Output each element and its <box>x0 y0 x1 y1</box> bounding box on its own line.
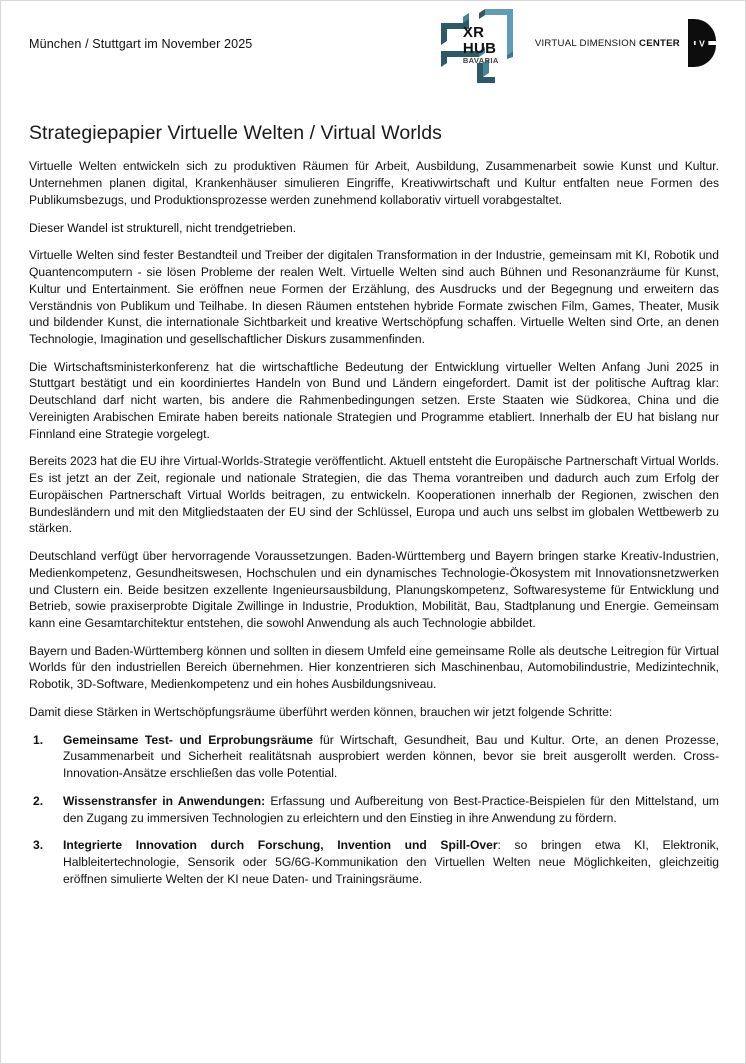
list-item <box>29 732 719 782</box>
body-paragraph-6: Deutschland verfügt über hervorragende Voraussetzungen. Baden-Württemberg und Bayern bringen starke Kreativ-Industrien, Medienkompetenz, Gesundheitswesen, Hochschulen und ein dynamisches Technologie-Ökosystem mit Innovationsnetzwerken und Clustern ein. Beide besitzen exzellente Ingenieursausbildung, Planungskompetenz, Softwaresysteme für Entwicklung und Betrieb, sowie praxiserprobte Digitale Zwillinge in Industrie, Produktion, Mobilität, Bau, Stadtplanung und Energie. Gemeinsam kann eine Gesamtarchitektur entstehen, die sowohl Anwendung als auch Technologie abbildet. <box>29 549 719 630</box>
xr-hub-line-bavaria: BAVARIA <box>462 56 499 65</box>
list-item <box>29 793 719 826</box>
document-header <box>29 1 719 97</box>
steps-list <box>29 732 719 888</box>
body-paragraph-5: Bereits 2023 hat die EU ihre Virtual-Worlds-Strategie veröffentlicht. Aktuell entsteht die Europäische Partnerschaft Virtual Worlds. Es ist jetzt an der Zeit, regionale und nationale Strategien, die das Thema vorantreiben und dadurch auch zum Erfolg der Europäischen Partnerschaft Virtual Worlds beitragen, zu entwickeln. Kooperationen innerhalb der Regionen, zwischen den Bundesländern und mit den Mitgliedstaaten der EU sind der Schlüssel, Europa und auch uns selbst im globalen Wettbewerb zu stärken. <box>29 454 719 536</box>
step-lead: Integrierte Innovation durch Forschung, Invention und Spill-Over <box>63 838 498 853</box>
xr-hub-wordmark <box>463 25 499 65</box>
virtual-dimension-center-logo <box>535 17 719 69</box>
vdc-wordmark-regular: VIRTUAL DIMENSION <box>534 37 640 49</box>
body-paragraph-8: Damit diese Stärken in Wertschöpfungsräume überführt werden können, brauchen wir jetzt folgende Schritte: <box>29 704 613 719</box>
vdc-circle-mark-icon <box>685 17 719 69</box>
page-content-area <box>29 1 719 888</box>
step-body: für Wirtschaft, Gesundheit, Bau und Kultur. Orte, an denen Prozesse, Zusammenarbeit und Sicherheit realitätsnah ausprobiert werden können, bevor sie breit ausgerollt werden. Cross-Innovation-Ansätze erschließen das volle Potential. <box>63 732 720 781</box>
header-date-line: München / Stuttgart im November 2025 <box>29 37 253 51</box>
step-body: Erfassung und Aufbereitung von Best-Practice-Beispielen für den Mittelstand, um den Zugang zu immersiven Technologien zu erleichtern und den Einstieg in ihre Anwendung zu fördern. <box>63 793 719 825</box>
step-marker: 2. <box>33 793 44 808</box>
body-paragraph-3: Virtuelle Welten sind fester Bestandteil und Treiber der digitalen Transformation in der Industrie, gemeinsam mit KI, Robotik und Quantencomputern - sie lösen Probleme der realen Welt. Virtuelle Welten sind auch Bühnen und Resonanzräume für Kunst, Kultur und Entertainment. Sie eröffnen neue Formen der Erzählung, des Ausdrucks und der Begegnung und erweitern das Verständnis von Publikum und Teilhabe. In diesen Räumen entstehen hybride Formate zwischen Film, Games, Theater, Musik und bildender Kunst, die internationale Sichtbarkeit und kreative Wertschöpfung schaffen. Virtuelle Welten sind Orte, an denen Technologie, Imagination und gesellschaftlicher Diskurs zusammenfinden. <box>29 248 719 346</box>
body-paragraph-4: Die Wirtschaftsministerkonferenz hat die wirtschaftliche Bedeutung der Entwicklung virtueller Welten Anfang Juni 2025 in Stuttgart bestätigt und ein koordiniertes Handeln von Bund und Ländern eingefordert. Damit ist der politische Auftrag klar: Deutschland darf nicht warten, bis andere die Rahmenbedingungen setzen. Erste Staaten wie Südkorea, China und die Vereinigten Arabischen Emirate haben bereits nationale Strategien und Programme etabliert. Innerhalb der EU hat bislang nur Finnland eine Strategie vorgelegt. <box>29 359 719 441</box>
vdc-wordmark <box>535 38 680 49</box>
body-paragraph-1: Virtuelle Welten entwickeln sich zu produktiven Räumen für Arbeit, Ausbildung, Zusammenarbeit sowie Kunst und Kultur. Unternehmen planen digital, Krankenhäuser simulieren Eingriffe, Kreativwirtschaft und Kultur entfalten neue Formen des Publikumsbezugs, und Produktionsprozesse werden zunehmend kollaborativ virtuell vorabgestaltet. <box>29 159 719 207</box>
step-lead: Wissenstransfer in Anwendungen: <box>63 793 266 808</box>
vdc-mark-letter: V <box>699 38 705 49</box>
document-title: Strategiepapier Virtuelle Welten / Virtual Worlds <box>29 122 442 144</box>
list-item <box>29 837 719 887</box>
step-marker: 3. <box>33 838 44 853</box>
xr-hub-line-hub: HUB <box>462 40 497 57</box>
step-body: : so bringen etwa KI, Elektronik, Halbleitertechnologie, Sensorik oder 5G/6G-Kommunikation den Virtuellen Welten neue Möglichkeiten, gleichzeitig eröffnen simulierte Welten der KI neue Daten- und Trainingsräume. <box>63 838 719 886</box>
xr-hub-line-xr: XR <box>462 24 485 41</box>
header-logo-group <box>429 7 719 85</box>
xr-hub-bavaria-logo <box>429 7 525 85</box>
vdc-wordmark-bold: CENTER <box>639 37 680 49</box>
body-paragraph-7: Bayern und Baden-Württemberg können und sollten in diesem Umfeld eine gemeinsame Rolle als deutsche Leitregion für Virtual Worlds für den industriellen Bereich übernehmen. Hier konzentrieren sich Maschinenbau, Automobilindustrie, Medizintechnik, Robotik, 3D-Software, Medienkompetenz und ein hohes Ausbildungsniveau. <box>29 643 719 692</box>
body-paragraph-2: Dieser Wandel ist strukturell, nicht trendgetrieben. <box>29 220 297 235</box>
step-marker: 1. <box>33 732 44 747</box>
step-lead: Gemeinsame Test- und Erprobungsräume <box>63 732 314 747</box>
